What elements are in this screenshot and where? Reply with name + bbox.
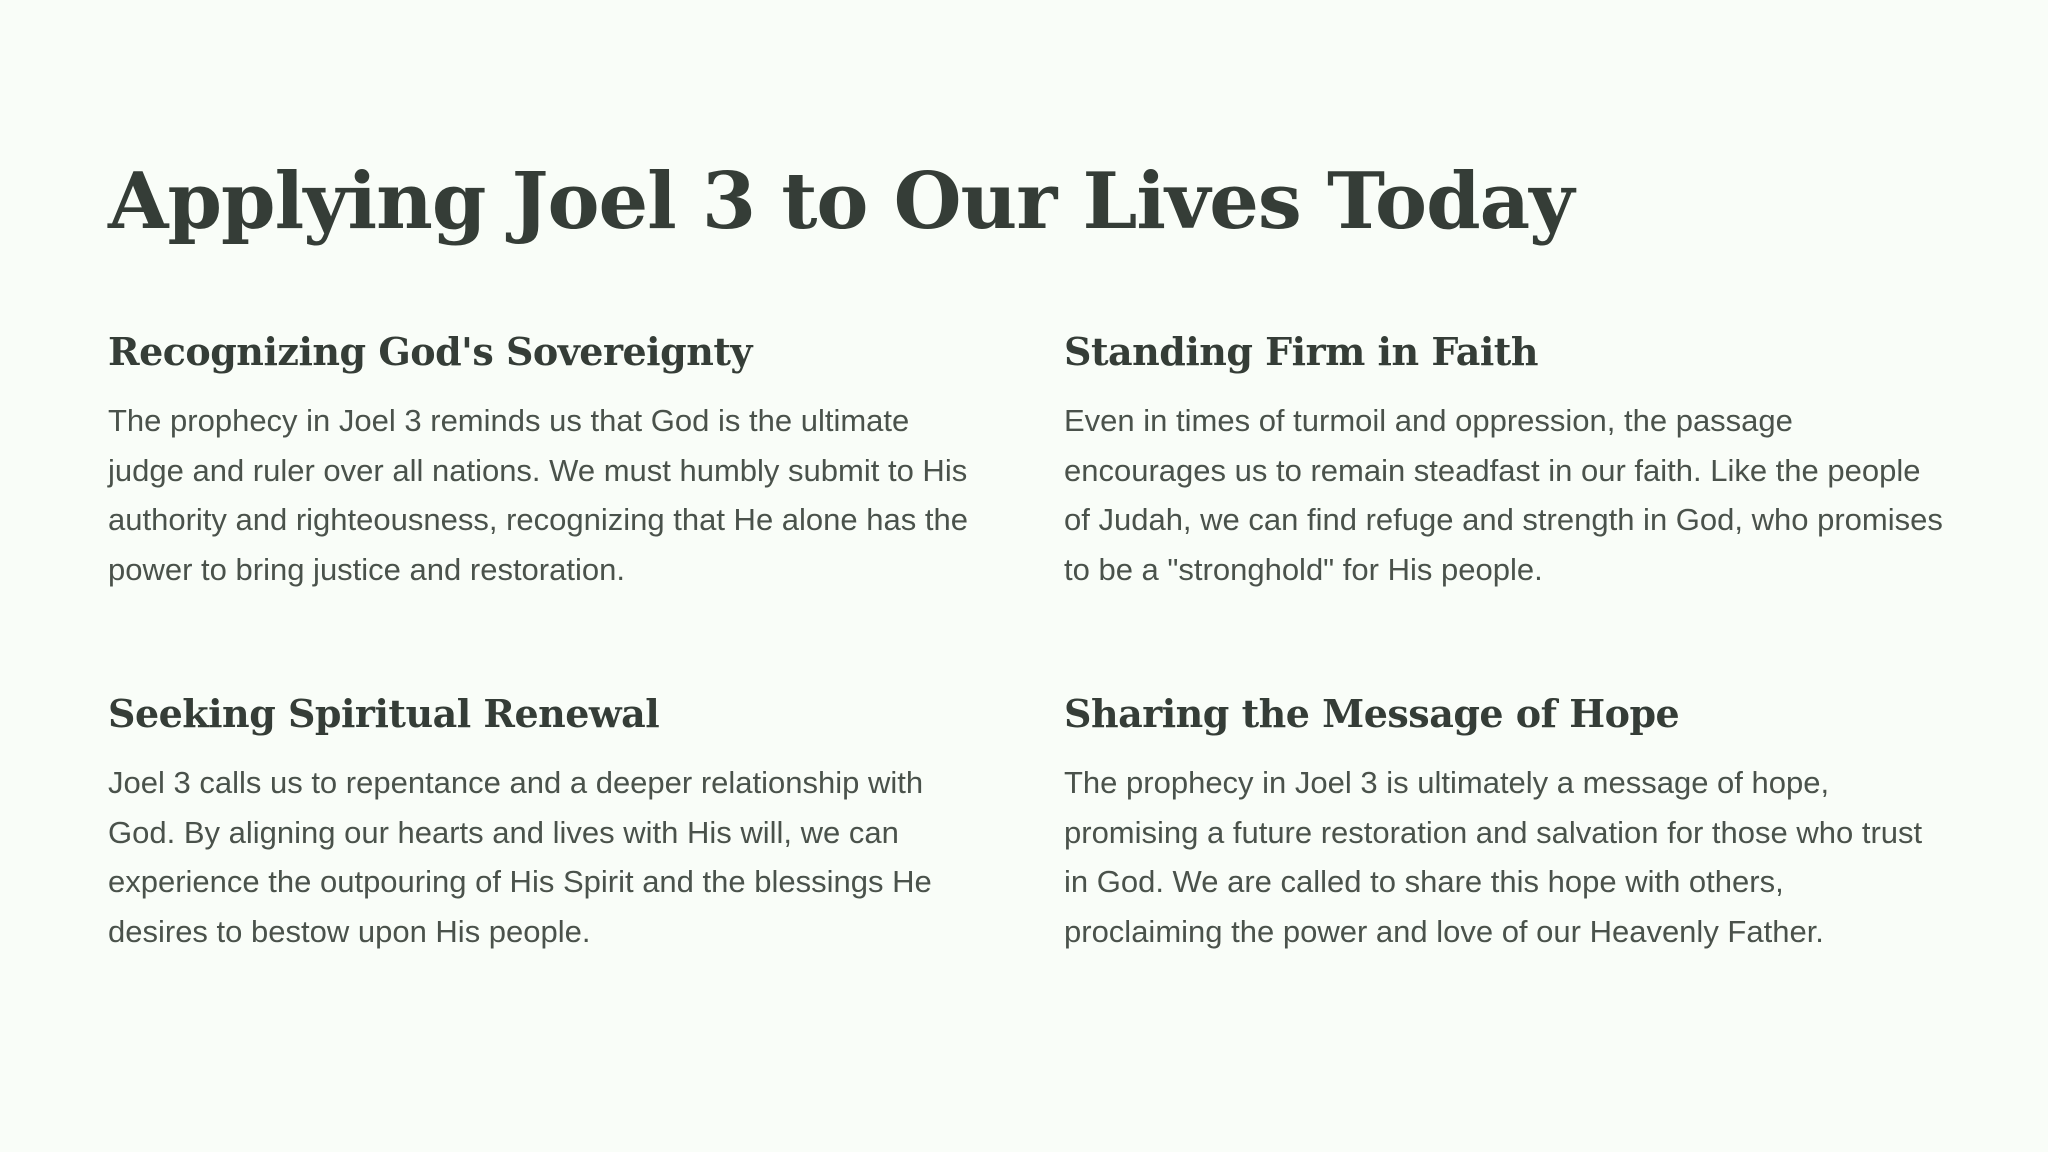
content-grid (108, 330, 1948, 956)
card-body: The prophecy in Joel 3 is ultimately a message of hope, promising a future restoration and salvation for those who trust in God. We are called to share this hope with others, proclaiming the power and love of our Heavenly Father. (1064, 765, 1923, 949)
slide (108, 156, 1948, 949)
card-heading: Sharing the Message of Hope (1064, 691, 1680, 736)
card-recognizing-sovereignty (108, 330, 988, 594)
slide-title: Applying Joel 3 to Our Lives Today (108, 156, 1574, 247)
card-body: The prophecy in Joel 3 reminds us that God is the ultimate judge and ruler over all nations. We must humbly submit to His authority and righteousness, recognizing that He alone has the power to bring justice and restoration. (108, 403, 968, 587)
card-heading: Recognizing God's Sovereignty (108, 329, 752, 374)
card-heading: Seeking Spiritual Renewal (108, 691, 660, 736)
card-spiritual-renewal (108, 692, 988, 956)
card-body: Joel 3 calls us to repentance and a deeper relationship with God. By aligning our hearts and lives with His will, we can experience the outpouring of His Spirit and the blessings He desires to bestow upon His people. (108, 765, 932, 949)
card-body: Even in times of turmoil and oppression, the passage encourages us to remain steadfast in our faith. Like the people of Judah, we can find refuge and strength in God, who promises to be a "stronghold" for His people. (1064, 403, 1943, 587)
card-standing-firm (1064, 330, 1944, 594)
card-sharing-hope (1064, 692, 1944, 956)
card-heading: Standing Firm in Faith (1064, 329, 1538, 374)
